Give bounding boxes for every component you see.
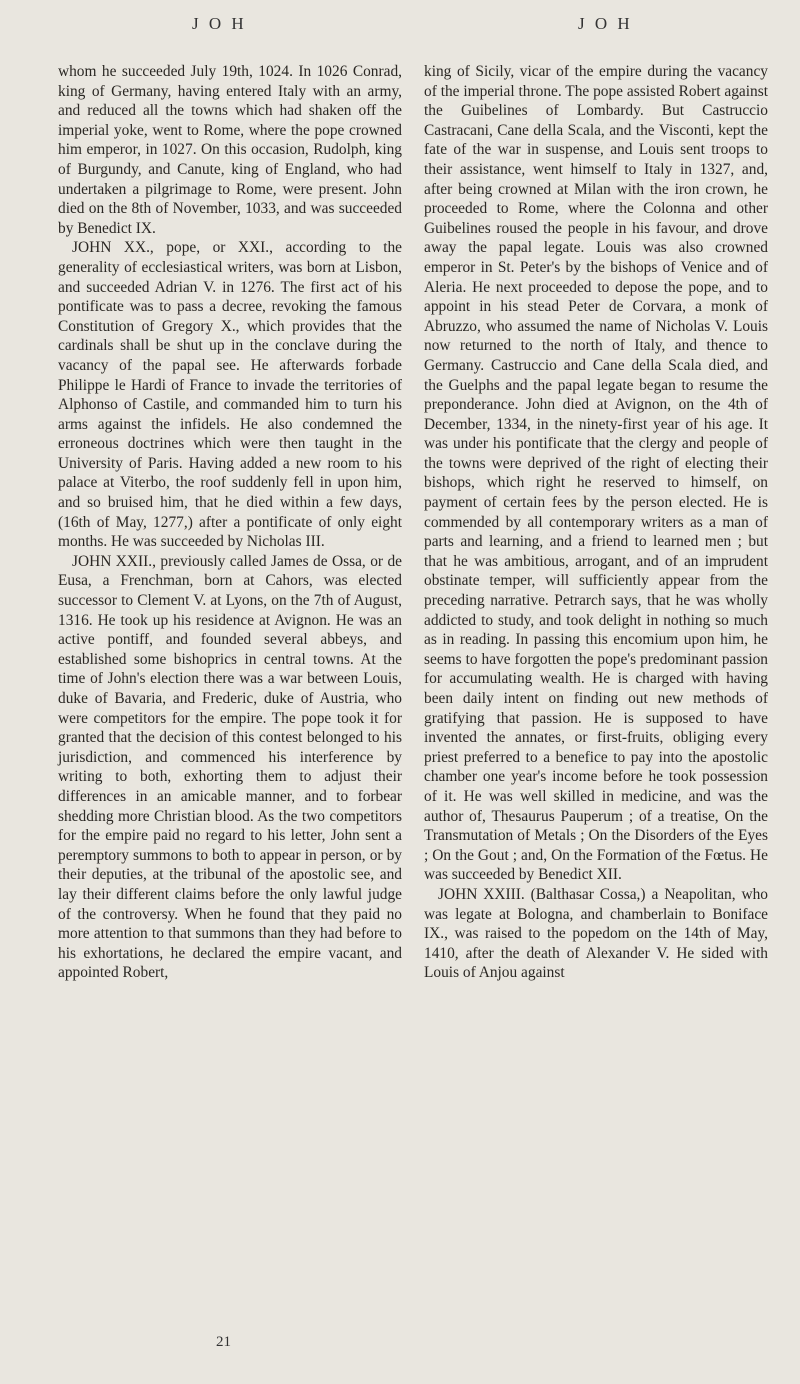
page-number: 21: [216, 1334, 231, 1350]
running-head-left: J O H: [192, 14, 247, 33]
right-column: [424, 62, 768, 983]
paragraph: JOHN XX., pope, or XXI., according to the generality of ecclesiastical writers, was born at Lisbon, and succeeded Adrian V. in 1276. The first act of his pontificate was to pass a decree, revoking the famous Constitution of Gregory X., which provides that the cardinals shall be shut up in the conclave during the vacancy of the papal see. He afterwards forbade Philippe le Hardi of France to invade the territories of Alphonso of Castile, and commanded him to turn his arms against the infidels. He also condemned the erroneous doctrines which were then taught in the University of Paris. Having added a new room to his palace at Viterbo, the roof suddenly fell in upon him, and so bruised him, that he died within a few days, (16th of May, 1277,) after a pontificate of only eight months. He was succeeded by Nicholas III.: [58, 239, 402, 551]
paragraph: king of Sicily, vicar of the empire during the vacancy of the imperial throne. The pope assisted Robert against the Guibelines of Lombardy. But Castruccio Castracani, Cane della Scala, and the Visconti, kept the fate of the war in suspense, and Louis sent troops to their assistance, went himself to Italy in 1327, and, after being crowned at Milan with the iron crown, he proceeded to Rome, where the Colonna and other Guibelines roused the people in his favour, and drove away the papal legate. Louis was also crowned emperor in St. Peter's by the bishops of Venice and of Aleria. He next proceeded to depose the pope, and to appoint in his stead Peter de Corvara, a monk of Abruzzo, who assumed the name of Nicholas V. Louis now returned to the north of Italy, and thence to Germany. Castruccio and Cane della Scala died, and the Guelphs and the papal legate began to resume the preponderance. John died at Avignon, on the 4th of December, 1334, in the ninety-first year of his age. It was under his pontificate that the clergy and people of the towns were deprived of the right of electing their bishops, which right he reserved to himself, on payment of certain fees by the person elected. He is commended by all contemporary writers as a man of parts and learning, and a friend to learned men ; but that he was ambitious, arrogant, and of an imprudent obstinate temper, will sufficiently appear from the preceding narrative. Petrarch says, that he was wholly addicted to study, and took delight in nothing so much as in reading. In passing this encomium upon him, he seems to have forgotten the pope's predominant passion for accumulating wealth. He is charged with having been daily intent on finding out new methods of gratifying that passion. He is supposed to have invented the annates, or first-fruits, obliging every priest preferred to a benefice to pay into the apostolic chamber one year's income before he took possession of it. He was well skilled in medicine, and was the author of, Thesaurus Pauperum ; of a treatise, On the Transmutation of Metals ; On the Disorders of the Eyes ; On the Gout ; and, On the Formation of the Fœtus. He was succeeded by Benedict XII.: [424, 63, 768, 884]
paragraph: JOHN XXII., previously called James de Ossa, or de Eusa, a Frenchman, born at Cahors, was elected successor to Clement V. at Lyons, on the 7th of August, 1316. He took up his residence at Avignon. He was an active pontiff, and founded several abbeys, and established some bishoprics in central towns. At the time of John's election there was a war between Louis, duke of Bavaria, and Frederic, duke of Austria, who were competitors for the empire. The pope took it for granted that the decision of this contest belonged to his jurisdiction, and commenced his interference by writing to both, exhorting them to adjust their differences in an amicable manner, and to forbear shedding more Christian blood. As the two competitors for the empire paid no regard to his letter, John sent a peremptory summons to both to appear in person, or by their deputies, at the tribunal of the apostolic see, and lay their different claims before the only lawful judge of the controversy. When he found that they paid no more attention to that summons than they had before to his exhortations, he declared the empire vacant, and appointed Robert,: [58, 552, 402, 982]
running-head-right: J O H: [578, 14, 633, 33]
left-column: [58, 62, 402, 983]
paragraph: whom he succeeded July 19th, 1024. In 1026 Conrad, king of Germany, having entered Italy with an army, and reduced all the towns which had shaken off the imperial yoke, went to Rome, where the pope crowned him emperor, in 1027. On this occasion, Rudolph, king of Burgundy, and Canute, king of England, who had undertaken a pilgrimage to Rome, were present. John died on the 8th of November, 1033, and was succeeded by Benedict IX.: [58, 63, 402, 237]
paragraph: JOHN XXIII. (Balthasar Cossa,) a Neapolitan, who was legate at Bologna, and chamberlain to Boniface IX., was raised to the popedom on the 14th of May, 1410, after the death of Alexander V. He sided with Louis of Anjou against: [424, 885, 768, 982]
